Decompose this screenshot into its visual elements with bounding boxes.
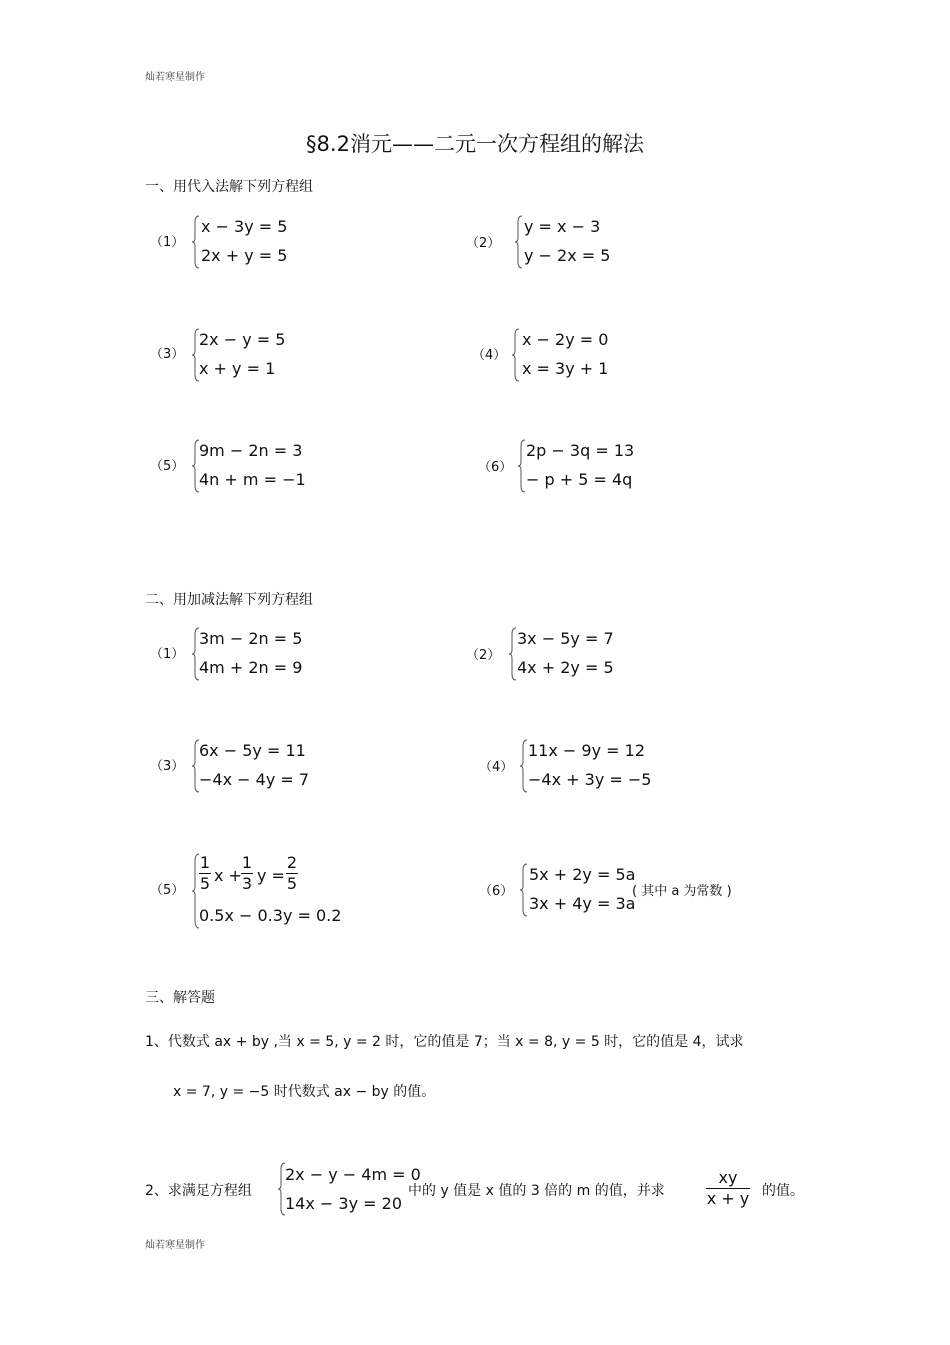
equation: 14x − 3y = 20 — [285, 1194, 402, 1213]
equation-system — [278, 1161, 421, 1217]
problem-label: （4） — [479, 760, 514, 775]
problem-label: （6） — [478, 460, 513, 475]
equation: y = x − 3 — [524, 217, 601, 236]
problem-label: （1） — [150, 647, 185, 662]
problem-2-suffix: 的值。 — [762, 1183, 804, 1199]
equation: 6x − 5y = 11 — [199, 741, 306, 760]
equation: 3x + 4y = 3a — [529, 894, 636, 913]
problem-label: （5） — [150, 883, 185, 898]
equation: 3m − 2n = 5 — [199, 629, 303, 648]
equation: 9m − 2n = 3 — [199, 441, 303, 460]
problem-1-line-2: x = 7, y = −5 时代数式 ax − by 的值。 — [173, 1084, 436, 1100]
equation-system — [520, 862, 650, 918]
equation: 2x + y = 5 — [201, 246, 288, 265]
equation-system — [192, 626, 342, 682]
equation: x − 3y = 5 — [201, 217, 288, 236]
page-footer: 灿若寒星制作 — [145, 1240, 205, 1251]
problem-1-line-1: 1、代数式 ax + by ,当 x = 5, y = 2 时，它的值是 7；当 x = 8, y = 5 时，它的值是 4，试求 — [145, 1034, 744, 1050]
equation: 4n + m = −1 — [199, 470, 306, 489]
brace-icon — [509, 626, 517, 682]
problem-label: （2） — [466, 236, 501, 251]
problem-2-middle: 中的 y 值是 x 值的 3 倍的 m 的值，并求 — [408, 1183, 665, 1199]
equation: y − 2x = 5 — [524, 246, 611, 265]
fraction-denominator: x + y — [706, 1189, 750, 1208]
equation-system — [192, 438, 342, 494]
problem-label: （2） — [466, 648, 501, 663]
problem-label: （3） — [150, 347, 185, 362]
equation: 3x − 5y = 7 — [517, 629, 614, 648]
section3-heading: 三、解答题 — [145, 990, 215, 1006]
fraction — [241, 854, 253, 893]
equation-system — [192, 738, 342, 794]
fraction-numerator: xy — [718, 1168, 738, 1187]
fraction-denominator: 5 — [199, 874, 211, 893]
problem-label: （3） — [150, 759, 185, 774]
equation-part: x + — [214, 866, 242, 885]
equation-system — [509, 626, 659, 682]
equation: −4x − 4y = 7 — [199, 770, 310, 789]
equation: x = 3y + 1 — [522, 359, 609, 378]
fraction — [286, 854, 298, 893]
fraction — [199, 854, 211, 893]
fraction-numerator: 1 — [199, 853, 211, 872]
brace-icon — [520, 738, 528, 794]
equation-system — [192, 852, 342, 930]
section2-heading: 二、用加减法解下列方程组 — [145, 592, 313, 608]
fraction-numerator: 2 — [286, 853, 298, 872]
problem-2-prefix: 2、求满足方程组 — [145, 1183, 252, 1199]
brace-icon — [515, 214, 523, 270]
equation: 2x − y = 5 — [199, 330, 286, 349]
equation: 4m + 2n = 9 — [199, 658, 303, 677]
equation: 11x − 9y = 12 — [528, 741, 645, 760]
constant-note: ( 其中 a 为常数 ) — [632, 884, 732, 899]
equation: 2x − y − 4m = 0 — [285, 1165, 421, 1184]
page-title: §8.2消元——二元一次方程组的解法 — [306, 132, 644, 156]
equation-system — [515, 214, 665, 270]
problem-label: （5） — [150, 459, 185, 474]
equation: 5x + 2y = 5a — [529, 865, 636, 884]
brace-icon — [520, 862, 528, 918]
brace-icon — [518, 438, 526, 494]
problem-label: （4） — [472, 348, 507, 363]
brace-icon — [512, 327, 520, 383]
equation-system — [192, 327, 342, 383]
equation-system — [192, 214, 342, 270]
equation-system — [518, 438, 668, 494]
equation: −4x + 3y = −5 — [528, 770, 652, 789]
section1-heading: 一、用代入法解下列方程组 — [145, 179, 313, 195]
page-header: 灿若寒星制作 — [145, 72, 205, 83]
equation: x + y = 1 — [199, 359, 276, 378]
fraction-numerator: 1 — [241, 853, 253, 872]
problem-label: （6） — [479, 884, 514, 899]
equation: 4x + 2y = 5 — [517, 658, 614, 677]
equation: 2p − 3q = 13 — [526, 441, 635, 460]
fraction-denominator: 5 — [286, 874, 298, 893]
equation-part: y = — [257, 866, 285, 885]
fraction-denominator: 3 — [241, 874, 253, 893]
equation-system — [520, 738, 670, 794]
equation: x − 2y = 0 — [522, 330, 609, 349]
equation: − p + 5 = 4q — [526, 470, 633, 489]
problem-label: （1） — [150, 235, 185, 250]
equation: 0.5x − 0.3y = 0.2 — [199, 906, 342, 925]
brace-icon — [192, 214, 200, 270]
equation-system — [512, 327, 662, 383]
fraction — [706, 1169, 750, 1208]
